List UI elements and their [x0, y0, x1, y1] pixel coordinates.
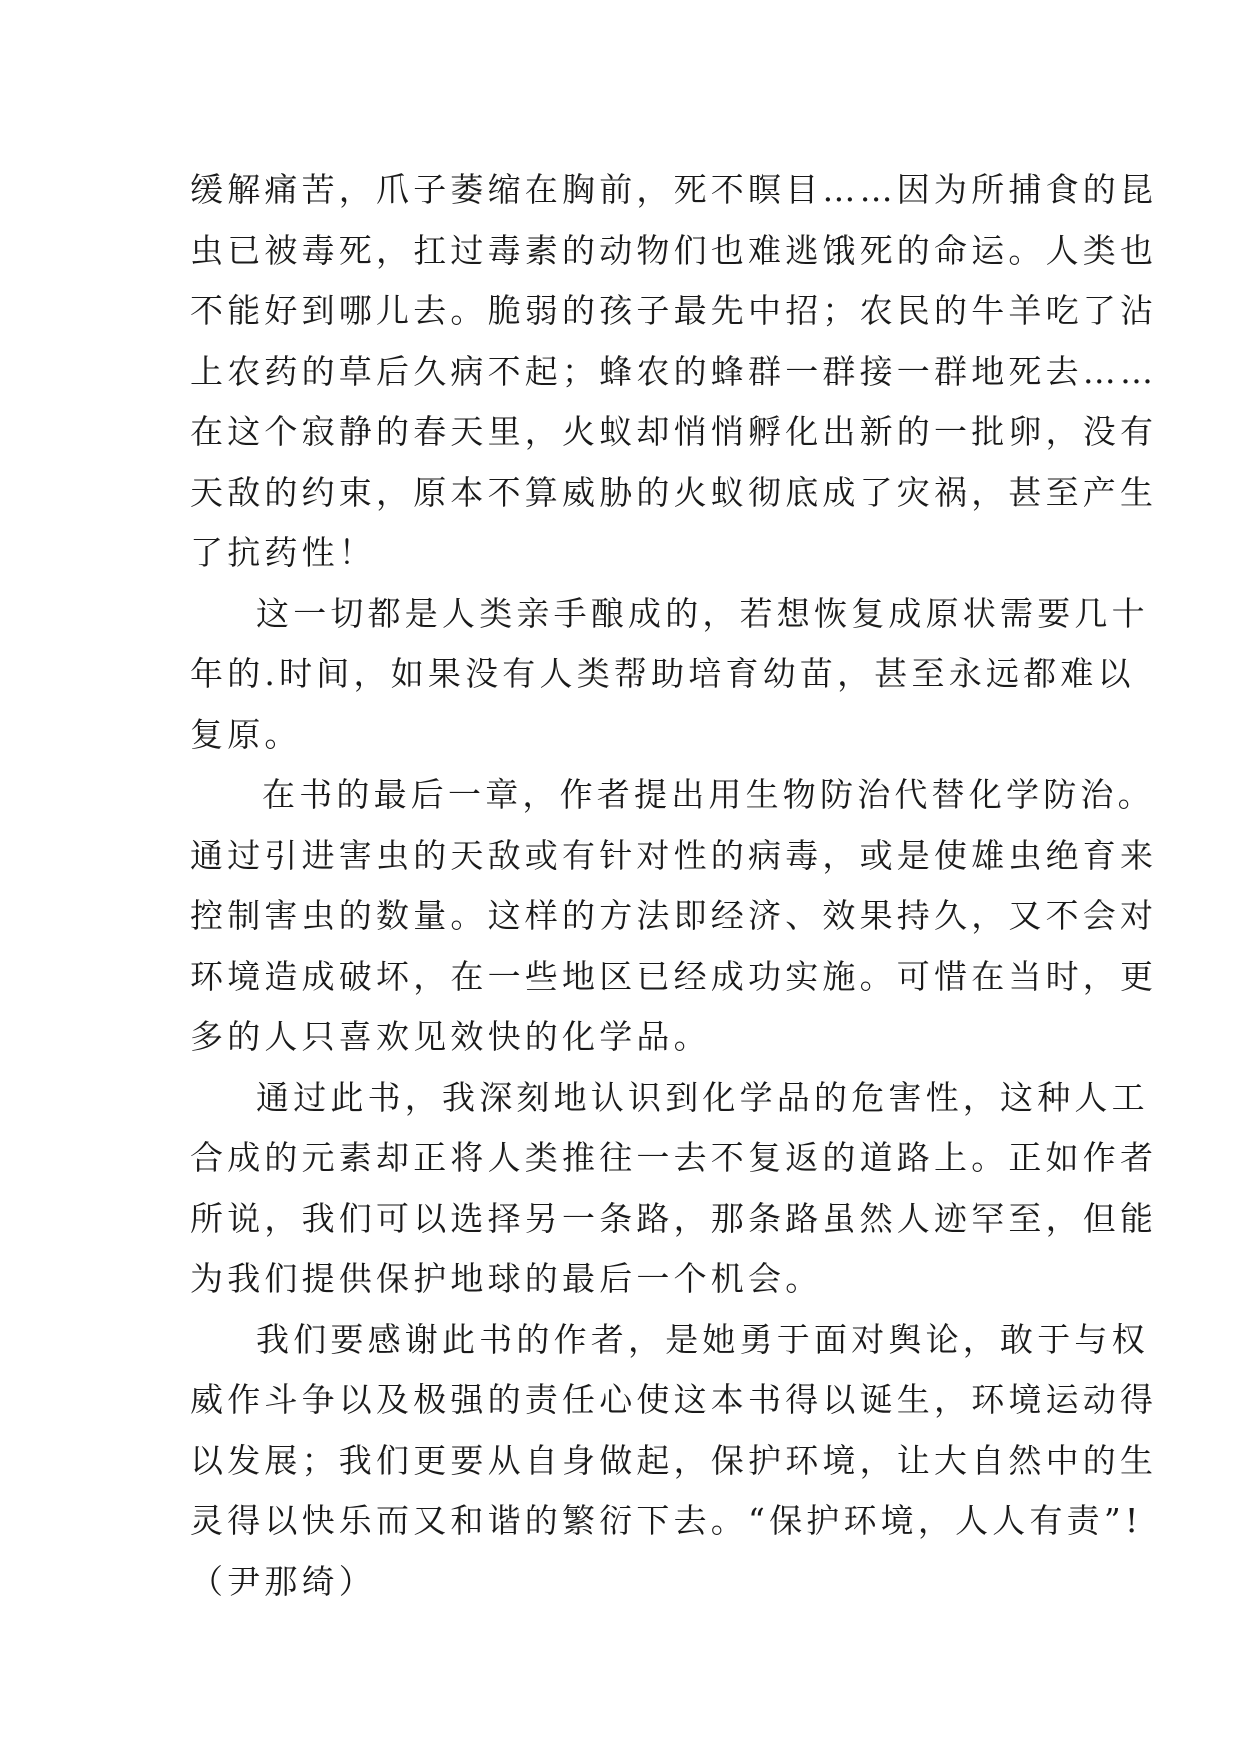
- text-line: 以发展；我们更要从自身做起，保护环境，让大自然中的生: [190, 1440, 1158, 1480]
- text-line: 灵得以快乐而又和谐的繁衍下去。“保护环境，人人有责”!: [190, 1501, 1143, 1540]
- text-line: 多的人只喜欢见效快的化学品。: [190, 1017, 711, 1056]
- text-line: 控制害虫的数量。这样的方法即经济、效果持久，又不会对: [190, 896, 1158, 935]
- text-line: 为我们提供保护地球的最后一个机会。: [190, 1259, 823, 1298]
- text-line: 年的.时间，如果没有人类帮助培育幼苗，甚至永远都难以: [190, 654, 1135, 693]
- paragraph-first-line: 我们要感谢此书的作者，是她勇于面对舆论，敢于与权: [256, 1319, 1149, 1359]
- text-line: 天敌的约束，原本不算威胁的火蚁彻底成了灾祸，甚至产生: [190, 472, 1158, 512]
- text-line: 所说，我们可以选择另一条路，那条路虽然人迹罕至，但能: [190, 1198, 1158, 1238]
- text-line: 在这个寂静的春天里，火蚁却悄悄孵化出新的一批卵，没有: [190, 412, 1158, 451]
- text-line: 不能好到哪儿去。脆弱的孩子最先中招；农民的牛羊吃了沾: [190, 291, 1158, 330]
- text-line: 环境造成破坏，在一些地区已经成功实施。可惜在当时，更: [190, 956, 1158, 996]
- paragraph-first-line: 这一切都是人类亲手酿成的，若想恢复成原状需要几十: [256, 593, 1149, 633]
- author-signature: （尹那绮）: [190, 1561, 376, 1601]
- text-line: 上农药的草后久病不起；蜂农的蜂群一群接一群地死去……: [190, 351, 1158, 391]
- text-line: 合成的元素却正将人类推往一去不复返的道路上。正如作者: [190, 1138, 1158, 1177]
- text-line: 了抗药性！: [190, 533, 376, 572]
- paragraph-first-line: 通过此书，我深刻地认识到化学品的危害性，这种人工: [256, 1077, 1149, 1117]
- text-line: 通过引进害虫的天敌或有针对性的病毒，或是使雄虫绝育来: [190, 835, 1158, 875]
- text-line: 缓解痛苦，爪子萎缩在胸前，死不瞑目……因为所捕食的昆: [190, 170, 1158, 209]
- paragraph-first-line: 在书的最后一章，作者提出用生物防治代替化学防治。: [262, 775, 1155, 814]
- text-line: 威作斗争以及极强的责任心使这本书得以诞生，环境运动得: [190, 1380, 1158, 1419]
- text-line: 复原。: [190, 714, 302, 754]
- text-line: 虫已被毒死，扛过毒素的动物们也难逃饿死的命运。人类也: [190, 230, 1158, 270]
- document-page: [190, 160, 1158, 1612]
